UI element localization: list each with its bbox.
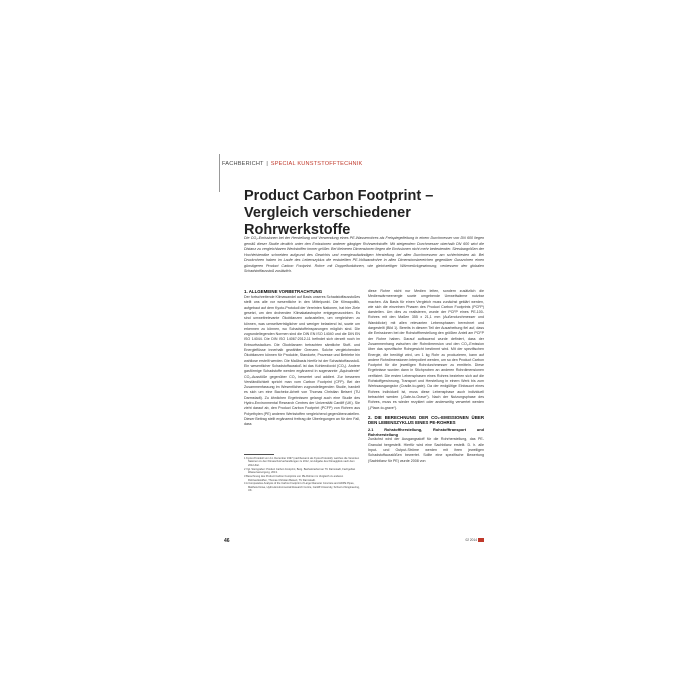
right-column-body: diese Rohre nicht nur Medien leiten, sondern zusätzlich die Medienwärmeenergie sowie umgebende Umweltwärme nutzbar machen. Als Basis für einen Vergleich muss zunächst geklärt werden, wie sich die einzelnen Phasen des Product Carbon Footprints (PCFP) darstellen. Um dies zu realisieren, wurde der PCFP eines PE-100-Rohres mit den Maßen 355 x 21,1 mm (Außendurchmesser und Wanddicke) mit allen relevanten Lebensphasen berechnet und dargestellt (Bild 1). Bereits in diesem Teil der Ausarbeitung fiel auf, dass die Emissionen bei der Rohstoffherstellung den größten Anteil am PCFP der Rohre haben. Darauf aufbauend wurde definiert, dass der Zusammenhang zwischen der Rohrdimension und den CO₂-Emission über das spezifische Rohrgewicht bestimmt wird. Mit der spezifischen Energie, die benötigt wird, um 1 kg Rohr zu produzieren, kann auf andere Rohrdimensionen interpoliert werden, um so den Product Carbon Footprint für die jeweiligen Rohrdurchmesser zu ermitteln. Diese Ergebnisse wurden dann in Stichproben an anderen Rohrdimensionen verifiziert. Die ersten Lebensphasen eines Rohres beziehen sich auf die Rohstoffgewinnung, Transport und Herstellung in einem Werk bis zum Werksausgangstor (Cradle-to-gate). Da der endgültige Einbauort eines Rohres individuell ist, muss diese Lebensphase auch individuell betrachtet werden („Gate-to-Grave“). Nach der Nutzungsphase des Rohres, muss es wieder rezyklert oder anderweitig verwertet werden („Place-to-grave“).	[368, 289, 484, 410]
section-1-heading: 1. ALLGEMEINE VORBETRACHTUNG	[244, 289, 323, 294]
section-1-body: Der fortschreitende Klimawandel auf Basis unseres Schadstoffausstoßes stellt uns alle vor wesentliche in den Mittelpunkt. Die Klimapolitik, aufgebaut auf dem Kyoto-Protokoll der Vereinten Nationen, hat hier Ziele gesetzt, um den drohenden Klimakatastrophe entgegenzuwirken. Es sind umweltrelevante Ökobilanzen aufzustellen, um vergleichen zu können, was umweltverträglicher und weniger belastend ist, sowie um erkennen zu können, wo Schadstoffeinsparungen möglich sind. Die zugrundeliegenden Normen sind die DIN EN ISO 14040 und die DIN EN ISO 14044. Die DIN ISO 14067:2012-11 befindet sich derzeit noch im Entwurfsstadium. Die Ökobilanzen betrachten sämtliche Stoff- und Energieflüsse innerhalb gewählter Grenzen. Solche vergleichenden Ökobilanzen können für Produkte, Standorte, Prozesse und Betriebe hin wahllose erstellt werden. Die Maßbasis hierfür ist der Schadstoffausstoß. Ein wesentlicher Schadstoffausstoß ist das Kohlendioxid (CO₂). Andere gasförmige Schadstoffe werden ergänzend in sogenannte „Äquivalente“ CO₂-Ausstöße gegenüber CO₂ bewertet und addiert. Zur besseren Verständlichkeit spricht man vom Carbon Footprint (CFP). Bei der Zusammenfassung im Wesentlichen zugrundeliegenden Studie, handelt es sich um eine Bachelor-Arbeit von Thomas Christian Beisert (TU Darmstadt). Zu ähnlichen Ergebnissen gelangt auch eine Studie des Hydro-Environmental Research Centres der Universität Cardiff (UK). Sie zieht darauf ab, den Product Carbon Footprint (PCFP) von Rohren aus Polyethylen (PE) anderen Werkstoffen vergleichend gegenüberzustellen. Dieser Beitrag stellt ergänzend freitrag die Überlegungen an für den Fall, dass	[244, 295, 360, 427]
footnotes	[244, 454, 360, 493]
article-title: Product Carbon Footprint – Vergleich verschiedener Rohrwerkstoffe	[244, 188, 434, 238]
footnote-rule	[244, 454, 274, 455]
footnote: 1 Kyoto-Protokoll vom 11. Dezember 1997 (nachbenannt als Kyoto-Protokoll), welches die Vereinten Nationen zu den Klimaschutzverhandlungen zu 2012, ist Aufgabe des Klimagipfels nach dem 2012-Ziel.	[244, 457, 360, 467]
header-subcategory: SPECIAL KUNSTSTOFFTECHNIK	[270, 161, 363, 167]
section-header	[222, 161, 362, 167]
publisher-logo-icon	[478, 538, 484, 542]
issue-text: 02 2014	[465, 538, 477, 542]
header-separator: |	[266, 161, 268, 167]
right-column	[368, 289, 484, 464]
footnote: 2 Vgl. Steingraber: Product Carbon Footprint, Berg. Bachelorarbeit an TU Darmstadt, Fachgebiet Wasserversorgung, 2013.	[244, 467, 356, 475]
issue-label	[465, 538, 484, 542]
footnote: 4 A Comparative Analysis of the Carbon Footprint of Large Diameter Concrete and HDPE Pipes, Matthew Dowe, Hydro-Environmental Research Centre, Cardiff University, School of Engineering, UK.	[244, 482, 360, 493]
left-column	[244, 289, 360, 428]
section-2-1-body: Zunächst wird der Ausgangsstoff für die Rohrherstellung, das PE-Granulat hergestellt. Hierfür wird eine Sachbilanz erstellt. D. h. alle Input- und Output-Ströme werden mit ihren jeweiligen Schadstoffausstößen bewertet. Sollte eine spezifische Bewertung (Sachbilanz für PE) wurde 2008 von	[368, 437, 484, 463]
page-number: 46	[224, 538, 230, 544]
section-2-1-heading: 2.1 Rohstoffherstellung, Rohstofftransport und Rohrherstellung	[368, 427, 484, 438]
article-lead: Die CO₂-Emissionen bei der Herstellung und Verwendung eines PE-Wasserrohres als Freispiegelleitung in einem Durchmesser von DN 600 liegen gemäß dieser Studie deutlich unter den Emissionen anderer gängiger Rohrwerkstoffe. Mit steigendem Durchmesser oberhalb DN 600 wird die Distanz zu vergleichbaren Werkstoffen immer größer. Bei kleineren Dimensionen liegen die Emissionen nicht mehr bedeutender. Streubargrößen der Hochleistendbe schneiden aufgrund des Gewichts und energieaufwändigen Herstellung bei allen Durchmessern am schlechtesten ab. Bei Druckrohren haben im Laufe des Lebenszyklus die erstuteilten PE-Vollwandrohre in allen Dimensionsbereichen gegenüber Gussrohren einen günstigeren Product Carbon Footprint. Rohre mit Doppelfunktionen, wie gleichzeitiger Wärmerückgewinnung, verbessern den globalen Schadstoffausstoß zusätzlich.	[244, 236, 484, 274]
document-page	[222, 148, 484, 555]
header-rule	[219, 154, 220, 192]
header-category: FACHBERICHT	[222, 161, 264, 167]
footnote: 3 Berechnung des Product Carbon Footprints von PE-Rohren im Vergleich zu anderen Rohrwerkstoffen, Thomas Christian Beisert, TU Darmstadt.	[244, 475, 344, 482]
section-2-heading: 2. DIE BERECHNUNG DER CO₂-EMISSIONEN ÜBER DEN LEBENSZYKLUS EINES PE-ROHRES	[368, 414, 484, 426]
